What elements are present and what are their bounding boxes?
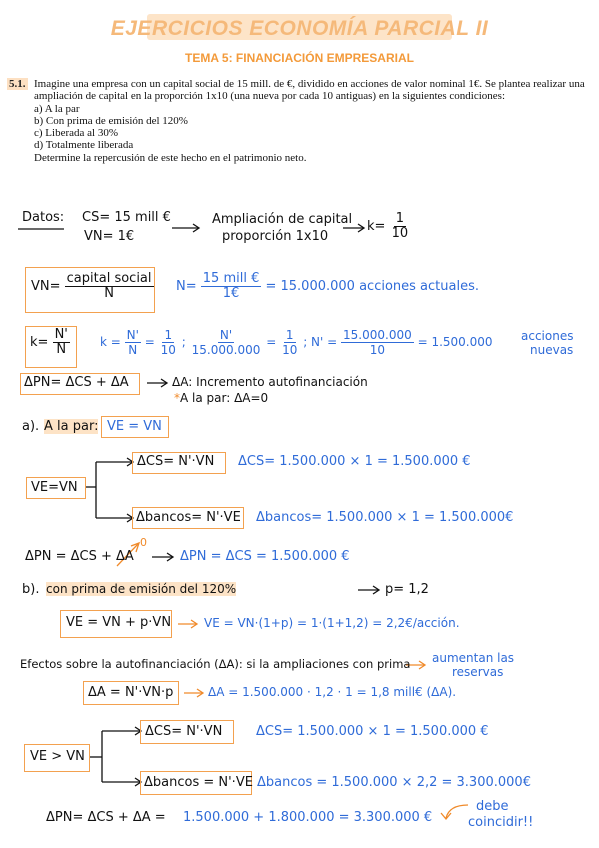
ampliacion-line2: proporción 1x10: [222, 229, 329, 244]
k-chain-num2: 1: [164, 328, 173, 342]
a-dpn: ΔPN = ΔCS + ΔA: [25, 549, 134, 564]
k-def-lhs: k=: [30, 335, 49, 350]
ampliacion-line1: Ampliación de capital: [212, 212, 353, 227]
b-dcs: ΔCS= N'·VN: [145, 724, 223, 739]
n-result: = 15.000.000 acciones actuales.: [265, 279, 479, 294]
problem-number: 5.1.: [9, 78, 26, 90]
k-chain-den4: 10: [282, 343, 298, 357]
statement-closing: Determine la repercusión de este hecho en el patrimonio neto.: [34, 151, 307, 164]
page-title: EJERCICIOS ECONOMÍA PARCIAL II: [110, 17, 489, 40]
page-subtitle: TEMA 5: FINANCIACIÓN EMPRESARIAL: [185, 51, 414, 65]
vn-value: VN= 1€: [84, 229, 135, 244]
k-def-num: N': [54, 327, 68, 342]
statement-text: Imagine una empresa con un capital social de 15 mill. de €, dividido en acciones de valor nominal 1€. Se plantea realizar una ampliación de capital en la proporción 1x10 (una nueva por cada 10 antiguas) en la siguientes condiciones:: [34, 78, 585, 103]
part-a-title: A la par:: [44, 419, 99, 434]
k-chain-den5: 10: [369, 343, 386, 357]
condition-c: c) Liberada al 30%: [34, 127, 118, 140]
b-dbancos: Δbancos = N'·VE: [144, 775, 253, 790]
datos-label: Datos:: [22, 210, 65, 225]
b-da: ΔA = N'·VN·p: [88, 685, 174, 700]
a-zero: 0: [140, 536, 147, 549]
a-dcs-calc: ΔCS= 1.500.000 × 1 = 1.500.000 €: [238, 454, 471, 469]
a-dpn-result: ΔPN = ΔCS = 1.500.000 €: [180, 549, 350, 564]
vn-formula-den: N: [104, 286, 114, 301]
b-dbancos-calc: Δbancos = 1.500.000 × 2,2 = 3.300.000€: [257, 775, 531, 790]
k-chain-sep1: ;: [181, 335, 186, 349]
k-den: 10: [391, 226, 409, 241]
k-chain-den2: 10: [160, 343, 176, 357]
k-chain-num4: 1: [285, 328, 294, 342]
condition-b: b) Con prima de emisión del 120%: [34, 114, 188, 127]
a-ve: VE = VN: [107, 419, 162, 434]
b-dpn: ΔPN= ΔCS + ΔA =: [46, 810, 166, 825]
da-definition: ΔA: Incremento autofinanciación: [172, 375, 368, 389]
b-ve: VE = VN + p·VN: [66, 615, 172, 630]
n-formula: [176, 272, 479, 301]
efectos-aumentan: aumentan las: [432, 651, 515, 665]
acciones-nuevas-1: acciones: [521, 329, 574, 343]
k-chain-eq1: =: [144, 335, 155, 349]
part-b-p: p= 1,2: [385, 582, 429, 597]
condition-d: d) Totalmente liberada: [34, 139, 134, 152]
a-dbancos-calc: Δbancos= 1.500.000 × 1 = 1.500.000€: [256, 510, 514, 525]
k-def: [30, 328, 70, 357]
n-lhs: N=: [176, 279, 197, 294]
acciones-nuevas-2: nuevas: [530, 343, 574, 357]
coincidir-text: coincidir!!: [468, 815, 534, 830]
k-num: 1: [395, 211, 404, 226]
vn-formula-num: capital social: [66, 271, 152, 286]
b-da-calc: ΔA = 1.500.000 · 1,2 · 1 = 1,8 mill€ (ΔA).: [208, 685, 457, 699]
k-def-den: N: [56, 342, 67, 357]
k-chain-num1: N': [126, 328, 139, 342]
efectos-text: Efectos sobre la autofinanciación (ΔA): si la ampliaciones con prima: [20, 657, 411, 671]
b-dpn-result: 1.500.000 + 1.800.000 = 3.300.000 €: [183, 810, 433, 825]
part-a-label: a).: [22, 419, 40, 434]
dpn-formula: ΔPN= ΔCS + ΔA: [24, 375, 129, 390]
b-ve-calc: VE = VN·(1+p) = 1·(1+1,2) = 2,2€/acción.: [204, 616, 460, 630]
a-ve-vn: VE=VN: [31, 480, 78, 495]
k-chain-eq2: =: [266, 335, 277, 349]
a-dbancos: Δbancos= N'·VE: [136, 510, 241, 525]
ala-par-text: A la par: ΔA=0: [180, 391, 269, 405]
b-dcs-calc: ΔCS= 1.500.000 × 1 = 1.500.000 €: [256, 724, 489, 739]
efectos-reservas: reservas: [452, 665, 504, 679]
a-dcs: ΔCS= N'·VN: [137, 454, 215, 469]
b-ve-gt: VE > VN: [30, 749, 85, 764]
k-chain-den3: 15.000.000: [191, 343, 261, 357]
cs-value: CS= 15 mill €: [82, 210, 171, 225]
debe-text: debe: [476, 799, 509, 814]
k-chain-sep2: ; N' =: [303, 335, 338, 349]
n-den: 1€: [222, 286, 240, 301]
k-chain: [100, 328, 493, 357]
part-b-label: b).: [22, 582, 40, 597]
k-chain-k: k =: [100, 335, 121, 349]
part-b-title: con prima de emisión del 120%: [46, 582, 237, 596]
ala-par-note: *A la par: ΔA=0: [174, 391, 269, 405]
k-eq: k=: [367, 219, 386, 234]
k-value: [367, 212, 410, 241]
n-num: 15 mill €: [202, 271, 260, 286]
vn-formula-lhs: VN=: [31, 279, 61, 294]
k-chain-num5: 15.000.000: [343, 328, 412, 342]
k-chain-result: = 1.500.000: [417, 335, 493, 349]
vn-formula: [31, 272, 154, 301]
k-chain-den1: N: [128, 343, 138, 357]
k-chain-num3: N': [219, 328, 233, 342]
condition-a: a) A la par: [34, 102, 80, 115]
